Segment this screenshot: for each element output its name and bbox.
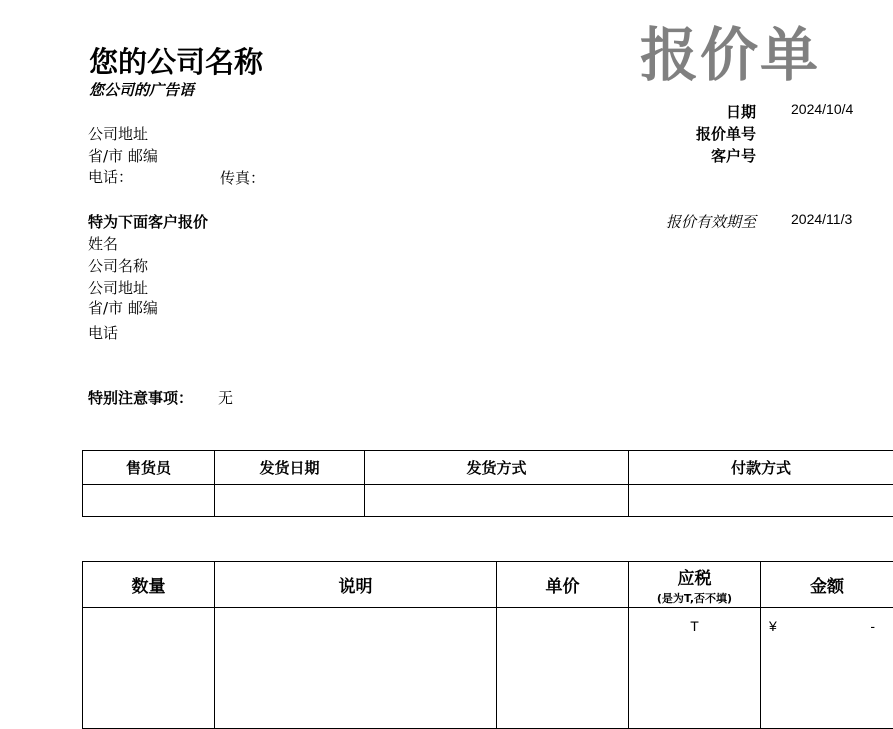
valid-until-label: 报价有效期至 (636, 211, 756, 232)
cell-description[interactable] (215, 608, 497, 729)
customer-number-label: 客户号 (636, 145, 756, 166)
customer-city-zip: 省/市 邮编 (88, 297, 158, 318)
valid-until-value: 2024/11/3 (791, 211, 852, 227)
table-row (83, 608, 893, 729)
customer-name: 姓名 (88, 233, 118, 254)
header-payment-method: 付款方式 (629, 451, 893, 485)
cell-ship-date[interactable] (215, 485, 365, 517)
amount-value: - (870, 618, 875, 634)
table-row (83, 485, 893, 517)
header-quantity: 数量 (83, 562, 215, 608)
company-phone-label: 电话： (88, 166, 133, 187)
cell-salesperson[interactable] (83, 485, 215, 517)
header-ship-date: 发货日期 (215, 451, 365, 485)
header-unit-price: 单价 (497, 562, 629, 608)
company-tagline: 您公司的广告语 (89, 79, 194, 100)
company-fax-label: 传真： (220, 167, 265, 188)
date-label: 日期 (636, 101, 756, 122)
notes-value: 无 (218, 387, 233, 408)
cell-taxable[interactable]: T (629, 608, 761, 729)
currency-symbol: ¥ (769, 618, 777, 634)
header-taxable-label: 应税 (678, 569, 712, 589)
company-name: 您的公司名称 (89, 40, 263, 81)
header-description: 说明 (215, 562, 497, 608)
header-taxable (629, 562, 761, 608)
shipping-table (82, 450, 893, 517)
date-value: 2024/10/4 (791, 101, 853, 117)
company-city-zip: 省/市 邮编 (88, 145, 158, 166)
customer-company: 公司名称 (88, 255, 148, 276)
customer-phone: 电话 (88, 322, 118, 343)
notes-label: 特别注意事项： (88, 387, 193, 408)
company-address: 公司地址 (88, 123, 148, 144)
table-header-row (83, 562, 893, 608)
cell-payment-method[interactable] (629, 485, 893, 517)
quote-number-label: 报价单号 (636, 123, 756, 144)
header-amount: 金额 (761, 562, 893, 608)
table-header-row (83, 451, 893, 485)
header-salesperson: 售货员 (83, 451, 215, 485)
document-title: 报价单 (640, 8, 820, 92)
header-ship-method: 发货方式 (365, 451, 629, 485)
customer-address: 公司地址 (88, 277, 148, 298)
cell-unit-price[interactable] (497, 608, 629, 729)
cell-amount[interactable] (761, 608, 893, 729)
header-taxable-note: (是为T,否不填) (629, 590, 760, 606)
customer-heading: 特为下面客户报价 (88, 211, 208, 232)
cell-ship-method[interactable] (365, 485, 629, 517)
items-table (82, 561, 893, 729)
cell-quantity[interactable] (83, 608, 215, 729)
